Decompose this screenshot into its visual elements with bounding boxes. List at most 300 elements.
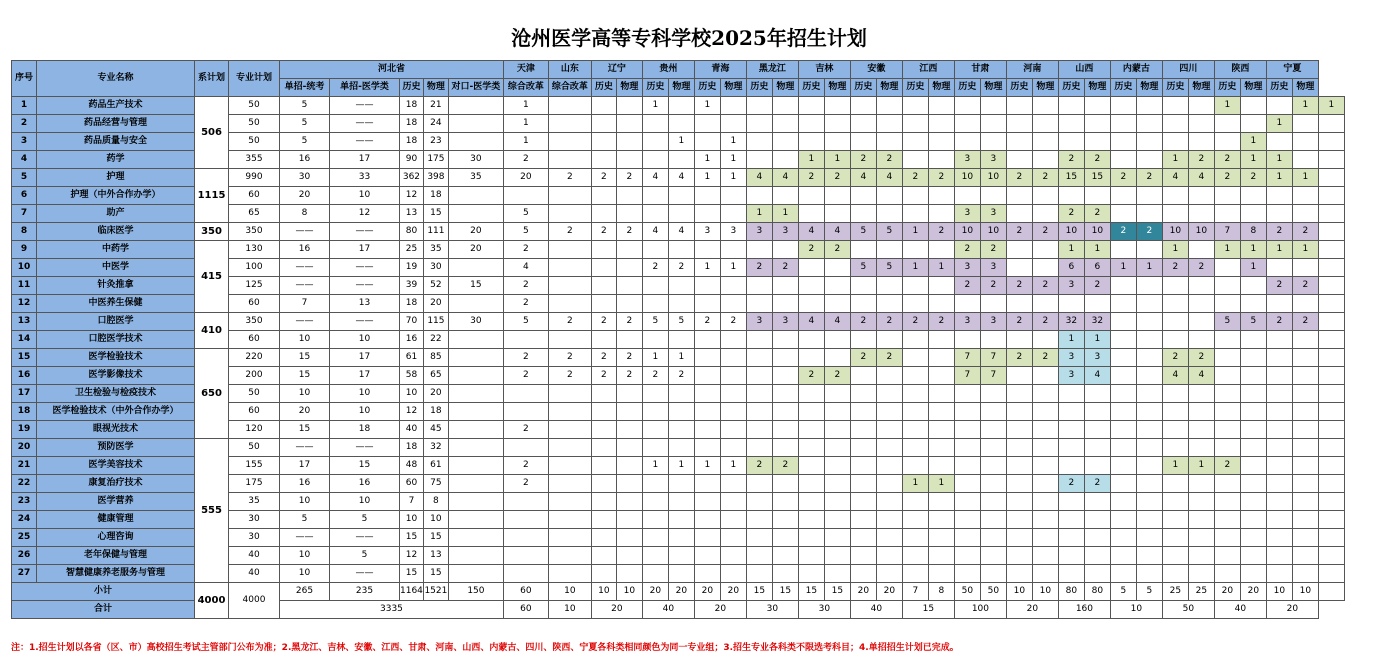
- hebei-cell: 10: [280, 565, 330, 583]
- province-cell: [503, 547, 548, 565]
- province-cell: [850, 241, 876, 259]
- province-cell: [1032, 493, 1058, 511]
- province-cell: 1: [1110, 259, 1136, 277]
- province-cell: [850, 97, 876, 115]
- province-cell: 2: [1136, 169, 1162, 187]
- province-cell: 1: [1292, 169, 1318, 187]
- major-name: 智慧健康养老服务与管理: [37, 565, 195, 583]
- province-cell: [1292, 547, 1318, 565]
- province-cell: [746, 115, 772, 133]
- province-cell: 2: [850, 313, 876, 331]
- province-cell: [694, 529, 720, 547]
- subtotal-hebei: 1521: [423, 583, 448, 601]
- province-cell: 1: [1214, 97, 1240, 115]
- province-cell: [772, 133, 798, 151]
- province-cell: [1240, 295, 1266, 313]
- province-cell: [1292, 493, 1318, 511]
- row-number: 25: [12, 529, 37, 547]
- total-cell: 30: [746, 601, 798, 619]
- province-cell: [1188, 205, 1214, 223]
- major-plan: 130: [229, 241, 280, 259]
- province-cell: [720, 511, 746, 529]
- province-cell: [1318, 151, 1344, 169]
- hebei-cell: 10: [280, 547, 330, 565]
- province-cell: [1136, 385, 1162, 403]
- province-cell: 15: [1058, 169, 1084, 187]
- province-cell: 5: [642, 313, 668, 331]
- province-cell: [1240, 475, 1266, 493]
- subtotal-cell: 80: [1084, 583, 1110, 601]
- province-cell: [798, 259, 824, 277]
- province-cell: 1: [746, 205, 772, 223]
- province-cell: [720, 475, 746, 493]
- subtotal-cell: 20: [850, 583, 876, 601]
- province-cell: [928, 133, 954, 151]
- province-cell: [824, 331, 850, 349]
- province-cell: 4: [1162, 169, 1188, 187]
- province-cell: 2: [1162, 349, 1188, 367]
- total-cell: 20: [591, 601, 642, 619]
- province-cell: [642, 529, 668, 547]
- hebei-cell: ——: [330, 439, 400, 457]
- province-cell: [1136, 331, 1162, 349]
- province-cell: [824, 475, 850, 493]
- hebei-cell: 20: [280, 403, 330, 421]
- province-cell: [1318, 529, 1344, 547]
- province-cell: [720, 367, 746, 385]
- hebei-cell: 18: [400, 295, 424, 313]
- province-cell: [1006, 205, 1032, 223]
- province-cell: [720, 529, 746, 547]
- province-cell: [1292, 403, 1318, 421]
- table-row: [12, 97, 1345, 115]
- province-cell: [1006, 151, 1032, 169]
- province-cell: [850, 529, 876, 547]
- province-cell: 2: [902, 169, 928, 187]
- hebei-cell: 48: [400, 457, 424, 475]
- province-cell: 2: [798, 241, 824, 259]
- province-cell: [616, 565, 642, 583]
- header-subject: 物理: [876, 79, 902, 97]
- province-cell: [642, 331, 668, 349]
- province-cell: [1240, 205, 1266, 223]
- province-cell: 2: [1006, 223, 1032, 241]
- row-number: 4: [12, 151, 37, 169]
- province-cell: [1006, 547, 1032, 565]
- hebei-cell: 8: [423, 493, 448, 511]
- province-cell: [1188, 511, 1214, 529]
- province-cell: [1084, 511, 1110, 529]
- province-cell: 1: [1058, 241, 1084, 259]
- province-cell: [642, 241, 668, 259]
- major-name: 医学影像技术: [37, 367, 195, 385]
- hebei-cell: [448, 475, 503, 493]
- province-cell: [1058, 133, 1084, 151]
- hebei-cell: 5: [280, 115, 330, 133]
- hebei-cell: 30: [448, 151, 503, 169]
- province-cell: 7: [954, 349, 980, 367]
- header-province: 安徽: [850, 61, 902, 79]
- province-cell: [1240, 565, 1266, 583]
- province-cell: 2: [824, 169, 850, 187]
- subtotal-cell: 60: [503, 583, 548, 601]
- province-cell: [616, 457, 642, 475]
- province-cell: [824, 349, 850, 367]
- province-cell: [1292, 187, 1318, 205]
- hebei-cell: ——: [330, 277, 400, 295]
- province-cell: [720, 385, 746, 403]
- province-cell: [668, 115, 694, 133]
- province-cell: [1318, 313, 1344, 331]
- province-cell: [798, 511, 824, 529]
- province-cell: [694, 493, 720, 511]
- group-plan: 506: [195, 97, 229, 169]
- province-cell: 1: [668, 457, 694, 475]
- province-cell: [694, 475, 720, 493]
- header-subject: 物理: [423, 79, 448, 97]
- province-cell: [1006, 331, 1032, 349]
- province-cell: [591, 475, 616, 493]
- major-plan: 990: [229, 169, 280, 187]
- province-cell: [1240, 493, 1266, 511]
- hebei-cell: 85: [423, 349, 448, 367]
- province-cell: 2: [980, 241, 1006, 259]
- province-cell: 2: [503, 277, 548, 295]
- hebei-cell: 5: [280, 511, 330, 529]
- hebei-cell: 32: [423, 439, 448, 457]
- province-cell: [746, 349, 772, 367]
- province-cell: 1: [1240, 133, 1266, 151]
- province-cell: [548, 331, 591, 349]
- province-cell: [1188, 493, 1214, 511]
- province-cell: [548, 115, 591, 133]
- province-cell: [876, 115, 902, 133]
- province-cell: [1084, 547, 1110, 565]
- major-name: 药学: [37, 151, 195, 169]
- province-cell: [1266, 97, 1292, 115]
- province-cell: [1214, 565, 1240, 583]
- province-cell: [1032, 547, 1058, 565]
- province-cell: [798, 349, 824, 367]
- header-subject: 历史: [1058, 79, 1084, 97]
- province-cell: [1266, 475, 1292, 493]
- province-cell: 2: [1162, 259, 1188, 277]
- province-cell: [772, 97, 798, 115]
- hebei-cell: ——: [280, 277, 330, 295]
- province-cell: [720, 187, 746, 205]
- province-cell: [1006, 259, 1032, 277]
- province-cell: [902, 349, 928, 367]
- province-cell: [591, 241, 616, 259]
- major-plan: 60: [229, 403, 280, 421]
- hebei-cell: 8: [280, 205, 330, 223]
- header-subject: 历史: [746, 79, 772, 97]
- province-cell: [1214, 115, 1240, 133]
- major-name: 药品生产技术: [37, 97, 195, 115]
- province-cell: [1162, 187, 1188, 205]
- province-cell: [591, 493, 616, 511]
- province-cell: 2: [616, 349, 642, 367]
- header-province-hebei: 河北省: [280, 61, 504, 79]
- province-cell: 10: [980, 223, 1006, 241]
- province-cell: [1032, 259, 1058, 277]
- province-cell: [548, 259, 591, 277]
- total-cell: 40: [1214, 601, 1266, 619]
- province-cell: [1318, 385, 1344, 403]
- province-cell: [616, 529, 642, 547]
- province-cell: [1084, 115, 1110, 133]
- province-cell: 3: [772, 223, 798, 241]
- province-cell: [1084, 457, 1110, 475]
- province-cell: 4: [1084, 367, 1110, 385]
- province-cell: [1266, 349, 1292, 367]
- province-cell: [642, 421, 668, 439]
- province-cell: [1110, 133, 1136, 151]
- province-cell: [1318, 169, 1344, 187]
- province-cell: [1110, 367, 1136, 385]
- province-cell: 3: [980, 313, 1006, 331]
- province-cell: 5: [668, 313, 694, 331]
- province-cell: [1240, 457, 1266, 475]
- hebei-cell: 15: [423, 565, 448, 583]
- province-cell: [694, 349, 720, 367]
- province-cell: [876, 97, 902, 115]
- province-cell: [850, 439, 876, 457]
- province-cell: [928, 529, 954, 547]
- province-cell: [928, 511, 954, 529]
- province-cell: 2: [824, 241, 850, 259]
- province-cell: 2: [928, 169, 954, 187]
- province-cell: [1292, 511, 1318, 529]
- province-cell: 2: [980, 277, 1006, 295]
- province-cell: [954, 421, 980, 439]
- province-cell: [954, 493, 980, 511]
- province-cell: 2: [1058, 151, 1084, 169]
- province-cell: [616, 385, 642, 403]
- province-cell: 1: [1240, 259, 1266, 277]
- major-name: 健康管理: [37, 511, 195, 529]
- province-cell: 2: [1032, 169, 1058, 187]
- footnote: 注：1.招生计划以各省（区、市）高校招生考试主管部门公布为准；2.黑龙江、吉林、安徽、江西、甘肃、河南、山西、内蒙古、四川、陕西、宁夏各科类相同颜色为同一专业组；3.招生专业各科类不限选考科目；4.单招招生计划已完成。: [11, 643, 959, 653]
- province-cell: [1214, 367, 1240, 385]
- province-cell: [503, 385, 548, 403]
- province-cell: [772, 367, 798, 385]
- province-cell: 7: [980, 349, 1006, 367]
- province-cell: 3: [694, 223, 720, 241]
- province-cell: [824, 133, 850, 151]
- header-province: 甘肃: [954, 61, 1006, 79]
- hebei-cell: [448, 547, 503, 565]
- province-cell: [1292, 385, 1318, 403]
- header-subject: 历史: [798, 79, 824, 97]
- province-cell: 2: [1058, 475, 1084, 493]
- row-number: 5: [12, 169, 37, 187]
- province-cell: [746, 367, 772, 385]
- province-cell: [642, 547, 668, 565]
- province-cell: [902, 385, 928, 403]
- row-number: 10: [12, 259, 37, 277]
- province-cell: 1: [720, 259, 746, 277]
- header-subject: 历史: [694, 79, 720, 97]
- province-cell: [824, 205, 850, 223]
- subtotal-cell: 8: [928, 583, 954, 601]
- province-cell: [1084, 439, 1110, 457]
- province-cell: [548, 403, 591, 421]
- hebei-cell: ——: [330, 115, 400, 133]
- province-cell: [616, 511, 642, 529]
- hebei-cell: 70: [400, 313, 424, 331]
- province-cell: [591, 115, 616, 133]
- hebei-cell: 10: [330, 187, 400, 205]
- major-name: 针灸推拿: [37, 277, 195, 295]
- major-name: 眼视光技术: [37, 421, 195, 439]
- province-cell: [902, 493, 928, 511]
- hebei-cell: [448, 385, 503, 403]
- province-cell: [980, 511, 1006, 529]
- province-cell: [850, 385, 876, 403]
- header-subject: 历史: [902, 79, 928, 97]
- province-cell: [1110, 151, 1136, 169]
- province-cell: [1162, 115, 1188, 133]
- major-name: 中医养生保健: [37, 295, 195, 313]
- hebei-cell: 58: [400, 367, 424, 385]
- province-cell: [694, 187, 720, 205]
- major-plan: 30: [229, 529, 280, 547]
- province-cell: [746, 133, 772, 151]
- province-cell: [928, 241, 954, 259]
- province-cell: [980, 133, 1006, 151]
- province-cell: [1136, 439, 1162, 457]
- province-cell: [616, 205, 642, 223]
- province-cell: [591, 205, 616, 223]
- province-cell: [694, 331, 720, 349]
- province-cell: 2: [668, 367, 694, 385]
- province-cell: 4: [668, 223, 694, 241]
- province-cell: [591, 385, 616, 403]
- hebei-cell: 18: [423, 187, 448, 205]
- province-cell: [591, 151, 616, 169]
- province-cell: [1110, 457, 1136, 475]
- province-cell: 2: [772, 259, 798, 277]
- province-cell: [772, 277, 798, 295]
- major-name: 医学检验技术（中外合作办学）: [37, 403, 195, 421]
- province-cell: [694, 205, 720, 223]
- province-cell: [772, 295, 798, 313]
- province-cell: 3: [954, 205, 980, 223]
- hebei-cell: 111: [423, 223, 448, 241]
- province-cell: 1: [1266, 151, 1292, 169]
- province-cell: [1032, 97, 1058, 115]
- province-cell: [1058, 493, 1084, 511]
- header-province: 四川: [1162, 61, 1214, 79]
- province-cell: 2: [1006, 169, 1032, 187]
- hebei-cell: 175: [423, 151, 448, 169]
- province-cell: [902, 187, 928, 205]
- province-cell: 2: [503, 349, 548, 367]
- province-cell: [1266, 385, 1292, 403]
- province-cell: [1136, 205, 1162, 223]
- province-cell: 5: [503, 313, 548, 331]
- province-cell: [503, 187, 548, 205]
- province-cell: [1214, 529, 1240, 547]
- province-cell: [1318, 367, 1344, 385]
- major-name: 药品经营与管理: [37, 115, 195, 133]
- province-cell: [1006, 529, 1032, 547]
- province-cell: [746, 295, 772, 313]
- province-cell: [1006, 565, 1032, 583]
- province-cell: [928, 331, 954, 349]
- province-cell: [616, 133, 642, 151]
- province-cell: 4: [1188, 367, 1214, 385]
- province-cell: [1110, 511, 1136, 529]
- province-cell: 2: [503, 295, 548, 313]
- hebei-cell: 15: [400, 529, 424, 547]
- province-cell: [1292, 529, 1318, 547]
- province-cell: [746, 511, 772, 529]
- province-cell: [1162, 475, 1188, 493]
- province-cell: 32: [1058, 313, 1084, 331]
- province-cell: [668, 493, 694, 511]
- province-cell: [616, 475, 642, 493]
- province-cell: [876, 511, 902, 529]
- header-province: 贵州: [642, 61, 694, 79]
- province-cell: [1006, 439, 1032, 457]
- province-cell: [850, 457, 876, 475]
- province-cell: [1318, 259, 1344, 277]
- row-number: 22: [12, 475, 37, 493]
- major-name: 预防医学: [37, 439, 195, 457]
- province-cell: [668, 331, 694, 349]
- province-cell: 1: [694, 169, 720, 187]
- province-cell: 1: [1318, 97, 1344, 115]
- province-cell: [1162, 331, 1188, 349]
- province-cell: [746, 241, 772, 259]
- province-cell: [548, 97, 591, 115]
- province-cell: [980, 295, 1006, 313]
- province-cell: 4: [824, 223, 850, 241]
- province-cell: [548, 421, 591, 439]
- province-cell: [1240, 421, 1266, 439]
- hebei-cell: 15: [330, 457, 400, 475]
- province-cell: [824, 259, 850, 277]
- province-cell: [824, 493, 850, 511]
- province-cell: [902, 421, 928, 439]
- hebei-cell: [448, 115, 503, 133]
- province-cell: [824, 565, 850, 583]
- province-cell: [694, 547, 720, 565]
- province-cell: [928, 493, 954, 511]
- hebei-cell: ——: [330, 259, 400, 277]
- province-cell: 2: [503, 151, 548, 169]
- province-cell: 2: [1292, 223, 1318, 241]
- subtotal-cell: 50: [954, 583, 980, 601]
- province-cell: [1266, 511, 1292, 529]
- province-cell: 3: [980, 151, 1006, 169]
- province-cell: [1318, 205, 1344, 223]
- province-cell: [902, 457, 928, 475]
- province-cell: [1136, 133, 1162, 151]
- province-cell: 1: [772, 205, 798, 223]
- province-cell: 5: [876, 223, 902, 241]
- province-cell: [720, 205, 746, 223]
- province-cell: 1: [1266, 115, 1292, 133]
- province-cell: [1318, 439, 1344, 457]
- province-cell: [798, 295, 824, 313]
- province-cell: [1110, 385, 1136, 403]
- province-cell: [1058, 97, 1084, 115]
- province-cell: [954, 115, 980, 133]
- province-cell: [1214, 385, 1240, 403]
